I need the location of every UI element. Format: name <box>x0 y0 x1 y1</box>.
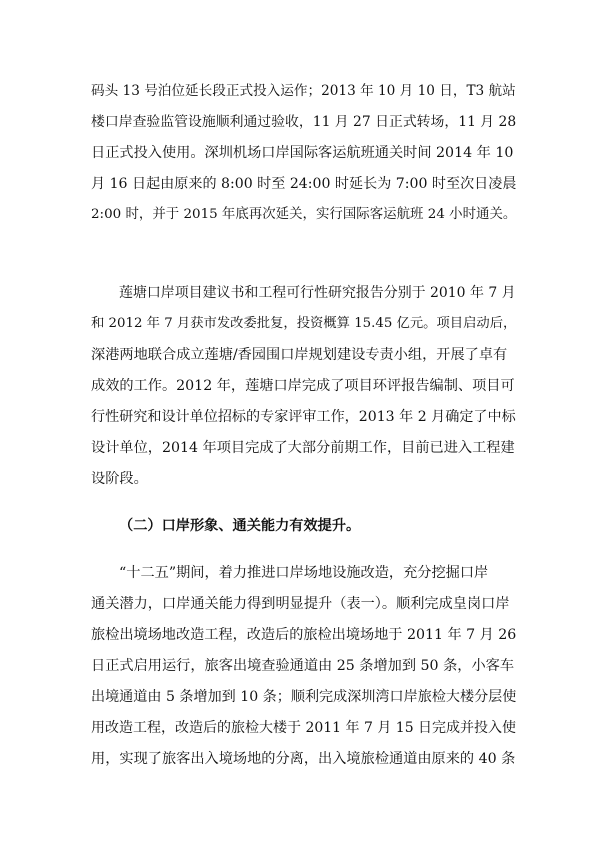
paragraph-2-line-3: 深港两地联合成立莲塘/香园围口岸规划建设专责小组，开展了卓有 <box>91 347 508 363</box>
paragraph-1-line-5: 2:00 时，并于 2015 年底再次延关，实行国际客运航班 24 小时通关。 <box>91 207 517 222</box>
paragraph-1-line-3: 日正式投入使用。深圳机场口岸国际客运航班通关时间 2014 年 10 <box>91 145 514 161</box>
paragraph-2-line-7: 设阶段。 <box>91 471 148 487</box>
paragraph-3-line-5: 出境通道由 5 条增加到 10 条；顺利完成深圳湾口岸旅检大楼分层使 <box>91 689 517 705</box>
paragraph-1-line-4: 月 16 日起由原来的 8:00 时至 24:00 时延长为 7:00 时至次日凌晨 <box>91 176 517 192</box>
paragraph-1-line-1: 码头 13 号泊位延长段正式投入运作；2013 年 10 月 10 日，T3 航站 <box>91 83 516 99</box>
paragraph-3-line-3: 旅检出境场地改造工程，改造后的旅检出境场地于 2011 年 7 月 26 <box>91 627 517 643</box>
section-heading: （二）口岸形象、通关能力有效提升。 <box>119 518 361 534</box>
paragraph-2-line-5: 行性研究和设计单位招标的专家评审工作，2013 年 2 月确定了中标 <box>91 409 516 425</box>
paragraph-2-line-2: 和 2012 年 7 月获市发改委批复，投资概算 15.45 亿元。项目启动后， <box>91 316 517 331</box>
paragraph-3-line-4: 日正式启用运行，旅客出境查验通道由 25 条增加到 50 条，小客车 <box>91 658 515 674</box>
paragraph-1-line-2: 楼口岸查验监管设施顺利通过验收，11 月 27 日正式转场，11 月 28 <box>91 114 517 130</box>
paragraph-3-line-1: “十二五”期间，着力推进口岸场地设施改造，充分挖掘口岸 <box>119 565 489 581</box>
paragraph-2-line-4: 成效的工作。2012 年，莲塘口岸完成了项目环评报告编制、项目可 <box>91 378 515 394</box>
paragraph-3-line-2: 通关潜力，口岸通关能力得到明显提升（表一）。顺利完成皇岗口岸 <box>91 596 510 612</box>
paragraph-3-line-6: 用改造工程，改造后的旅检大楼于 2011 年 7 月 15 日完成并投入使 <box>91 720 517 736</box>
paragraph-3-line-7: 用，实现了旅客出入境场地的分离，出入境旅检通道由原来的 40 条 <box>91 751 516 767</box>
paragraph-2-line-6: 设计单位，2014 年项目完成了大部分前期工作，目前已进入工程建 <box>91 440 515 456</box>
paragraph-2-line-1: 莲塘口岸项目建议书和工程可行性研究报告分别于 2010 年 7 月 <box>119 285 516 301</box>
